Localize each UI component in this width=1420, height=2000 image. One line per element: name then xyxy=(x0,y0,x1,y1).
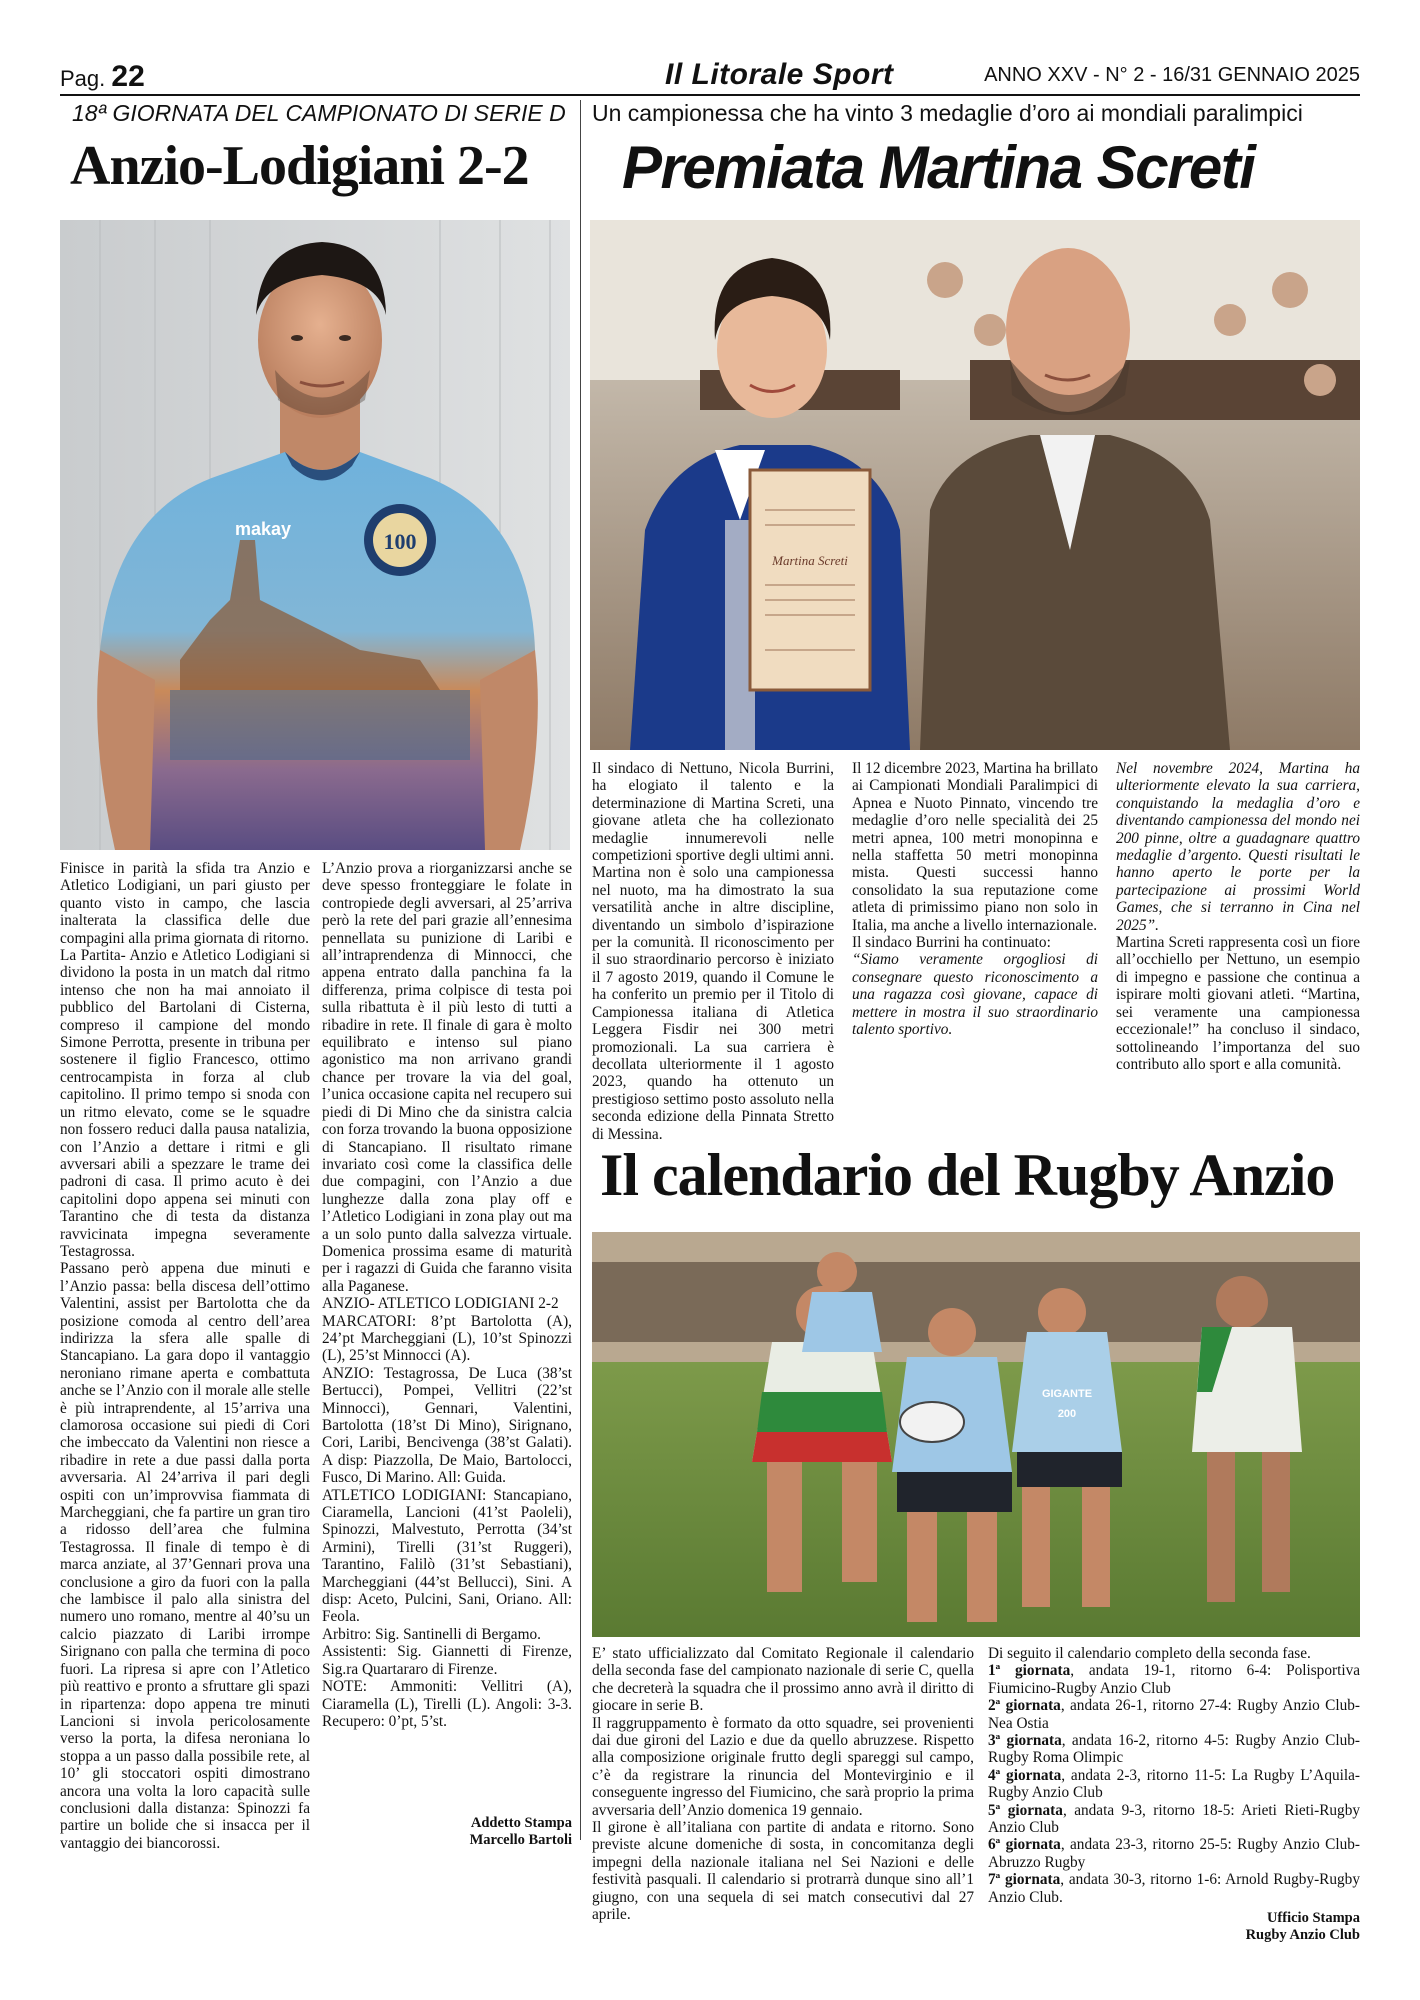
round-label: 7ª giornata xyxy=(988,1871,1061,1889)
round-label: 3ª giornata xyxy=(988,1732,1062,1750)
rugby-photo-illustration xyxy=(592,1232,1360,1637)
mayor-quote-continued: Nel novembre 2024, Martina ha ulteriormente elevato la sua carriera, conquistando la medaglia d’oro e diventando campionessa del mondo nei 200 pinne, oltre a guadagnare quattro medaglie d’argento. Questi risultati le hanno aperto le porte per la partecipazione ai prossimi World Games, che si terranno in Cina nel 2025”. xyxy=(1116,760,1360,934)
match-assistants: Assistenti: Sig. Giannetti di Firenze, Sig.ra Quartararo di Firenze. xyxy=(322,1643,572,1678)
calendar-round xyxy=(988,1662,1360,1697)
award-photo-illustration xyxy=(590,220,1360,750)
round-label: 2ª giornata xyxy=(988,1697,1061,1715)
badge-number: 100 xyxy=(383,529,417,554)
signature-role: Ufficio Stampa xyxy=(1266,1910,1360,1926)
rugby-paragraph: E’ stato ufficializzato dal Comitato Regionale il calendario della seconda fase del campionato nazionale di serie C, quella che decreterà la squadra che il prossimo anno avrà il diritto di giocare in serie B. xyxy=(592,1645,974,1715)
calendar-round xyxy=(988,1802,1360,1837)
calendar-round xyxy=(988,1697,1360,1732)
left-article-column-1 xyxy=(60,860,310,1852)
rugby-paragraph: Il raggruppamento è formato da otto squadre, sei provenienti dai due gironi del Lazio e due da quello abruzzese. Rispetto alla composizione originale frutto degli spareggi sul campo, c’è da registrare la rinuncia del Montevirginio e il conseguente ingresso del Fiumicino, che sarà proprio la prima avversaria dell’Anzio domenica 19 gennaio. xyxy=(592,1714,974,1819)
issue-info: ANNO XXV - N° 2 - 16/31 GENNAIO 2025 xyxy=(984,64,1360,86)
page-number xyxy=(60,60,145,94)
round-text: , andata 23-3, ritorno 25-5: Rugby Anzio Club-Abruzzo Rugby xyxy=(988,1836,1360,1871)
right-article-column-1 xyxy=(592,760,834,1143)
left-headline: Anzio-Lodigiani 2-2 xyxy=(70,135,529,197)
match-lineup-home: ANZIO: Testagrossa, De Luca (38’st Bertucci), Pompei, Vellitri (22’st Minnocci), Gennari, Valentini, Bartolotta (18’st Di Mino), Sirignano, Cori, Laribi, Bencivenga (38’st Galati). A disp: Piazzolla, De Maio, Bartolocci, Fusco, Di Marino. All: Guida. xyxy=(322,1364,572,1487)
round-label: 1ª giornata xyxy=(988,1662,1071,1680)
signature-name: Marcello Bartoli xyxy=(469,1832,572,1848)
rugby-article-column-1 xyxy=(592,1645,974,1924)
left-paragraph: Finisce in parità la sfida tra Anzio e Atletico Lodigiani, un pari giusto per quanto visto in campo, che lascia inalterata la classifica delle due compagini alla prima giornata di ritorno. xyxy=(60,860,310,947)
rugby-article-column-2 xyxy=(988,1645,1360,1906)
match-lineup-away: ATLETICO LODIGIANI: Stancapiano, Ciaramella, Lancioni (41’st Paoleli), Spinozzi, Malvestuto, Perrotta (34’st Armini), Tirelli (31’st Ruggeri), Tarantino, Falilò (31’st Sebastiani), Marcheggiani (44’st Bellucci), Sini. A disp: Aceto, Pulcini, Sani, Oriano. All: Feola. xyxy=(322,1486,572,1626)
match-scorers: MARCATORI: 8’pt Bartolotta (A), 24’pt Marcheggiani (L), 10’st Spinozzi (L), 25’st Minnocci (A). xyxy=(322,1312,572,1365)
right-article-column-2 xyxy=(852,760,1098,1039)
round-text: , andata 26-1, ritorno 27-4: Rugby Anzio Club-Nea Ostia xyxy=(988,1697,1360,1732)
award-photo xyxy=(590,220,1360,750)
match-notes: NOTE: Ammoniti: Vellitri (A), Ciaramella (L), Tirelli (L). Angoli: 3-3. Recupero: 0’pt, 5’st. xyxy=(322,1678,572,1730)
player-photo xyxy=(60,220,570,850)
round-label: 5ª giornata xyxy=(988,1801,1063,1819)
certificate-name: Martina Screti xyxy=(772,553,848,568)
round-text: , andata 2-3, ritorno 11-5: La Rugby L’Aquila-Rugby Anzio Club xyxy=(988,1766,1360,1802)
calendar-round xyxy=(988,1767,1360,1802)
calendar-intro: Di seguito il calendario completo della seconda fase. xyxy=(988,1645,1311,1662)
calendar-round xyxy=(988,1732,1360,1767)
round-label: 6ª giornata xyxy=(988,1836,1061,1854)
player-photo-illustration xyxy=(60,220,570,850)
match-referee: Arbitro: Sig. Santinelli di Bergamo. xyxy=(322,1625,541,1643)
rugby-signature xyxy=(1110,1910,1360,1944)
right-headline: Premiata Martina Screti xyxy=(622,134,1255,201)
round-text: , andata 30-3, ritorno 1-6: Arnold Rugby-Rugby Anzio Club. xyxy=(988,1871,1360,1906)
right-article-column-3 xyxy=(1116,760,1360,1073)
left-paragraph: L’Anzio prova a riorganizzarsi anche se deve spesso fronteggiare le folate in contropiede degli avversari, al 25’arriva però la rete del pari grazie all’ennesima pennellata su punizione di Laribi e all’intraprendenza di Minnocci, che appena entrato dalla panchina fa la differenza, prima colpisce di testa poi sulla ribattuta è il più lesto di tutti a ribadire in rete. Il finale di gara è molto equilibrato e intenso sul piano agonistico ma non arrivano grandi chance per trovare la via del goal, l’unica occasione capita nel recupero sui piedi di Di Mino che da sinistra calcia con forza trovando la buona opposizione di Stancapiano. Il risultato rimane invariato così come la classifica delle due compagini, con l’Anzio a due lunghezze dalla zona play off e l’Atletico Lodigiani in zona play out ma a un solo punto dalla salvezza virtuale. Domenica prossima esame di maturità per i ragazzi di Guida che faranno visita alla Paganese. xyxy=(322,860,572,1295)
rugby-paragraph: Il girone è all’italiana con partite di andata e ritorno. Sono previste alcune domeniche di sosta, in concomitanza degli impegni della nazionale italiana nel Sei Nazioni e delle festività pasquali. Il calendario si protrarrà dunque sino all’1 giugno, con una sequela di sei match consecutivi dal 27 aprile. xyxy=(592,1819,974,1924)
page-header xyxy=(60,58,1360,96)
column-divider xyxy=(580,100,581,1840)
left-paragraph: Passano però appena due minuti e l’Anzio passa: bella discesa dell’ottimo Valentini, assist per Bartolotta che da posizione comoda al centro dell’area indirizza la sfera alle spalle di Stancapiano. La gara dopo il vantaggio neroniano rimane aperta e combattuta anche se l’Anzio con il morale alle stelle è più intraprendente, al 15’arriva una clamorosa occasione sui piedi di Cori che imbeccato da Valentini non riesce a ribadire in rete a due passi dalla porta avversaria. Al 24’arriva il pari degli ospiti con un’improvvisa fiammata di Marcheggiani, che fa partire un gran tiro a ridosso dell’area che fulmina Testagrossa. Il finale di tempo è di marca anziate, al 37’Gennari prova una conclusione a giro da fuori con la palla che lambisce il palo alla sinistra del numero uno romano, mentre al 40’su un calcio piazzato di Laribi irrompe Sirignano con palla che termina di poco fuori. La ripresa si apre con l’Atletico più reattivo e pronto a sfruttare gli spazi in ripartenza: dopo appena tre minuti Lancioni si invola pericolosamente verso la porta, la difesa neroniana lo stoppa a un passo dalla possibile rete, al 10’ gli stoccatori ospiti dimostrano ancora una volta la loro capacità sulle conclusioni dalla distanza: Spinozzi fa partire un bolide che si insacca per il vantaggio dei biancorossi. xyxy=(60,1260,310,1852)
jersey-brand: makay xyxy=(235,519,292,539)
signature-name: Rugby Anzio Club xyxy=(1245,1927,1360,1943)
right-kicker: Un campionessa che ha vinto 3 medaglie d’oro ai mondiali paralimpici xyxy=(592,100,1303,126)
left-signature xyxy=(322,1815,572,1849)
signature-role: Addetto Stampa xyxy=(470,1815,572,1831)
round-text: , andata 16-2, ritorno 4-5: Rugby Anzio Club-Rugby Roma Olimpic xyxy=(988,1732,1360,1767)
right-paragraph: Martina Screti rappresenta così un fiore all’occhiello per Nettuno, un esempio di impegno e passione che continua a ispirare molti giovani atleti. “Martina, sei veramente una campionessa eccezionale!” ha concluso il sindaco, sottolineando l’importanza del suo contributo allo sport e alla comunità. xyxy=(1116,934,1360,1073)
right-paragraph: Il sindaco Burrini ha continuato: xyxy=(852,934,1051,952)
calendar-round xyxy=(988,1871,1360,1906)
round-text: , andata 19-1, ritorno 6-4: Polisportiva Fiumicino-Rugby Anzio Club xyxy=(988,1662,1361,1697)
left-paragraph: La Partita- Anzio e Atletico Lodigiani si dividono la posta in un match dal ritmo intenso che non ha mai annoiato il pubblico del Bartolani di Cisterna, compreso il campione del mondo Simone Perrotta, presente in tribuna per sostenere il figlio Francesco, ottimo centrocampista in forza al club capitolino. Il primo tempo si snoda con un ritmo elevato, come se le squadre non fossero reduci dalla pausa natalizia, con l’Anzio a dettare i ritmi e gli avversari abili a spezzare le trame dei padroni di casa. Il primo acuto è dei capitolini dopo appena sei minuti con Tarantino che di testa da distanza ravvicinata impegna severamente Testagrossa. xyxy=(60,947,310,1260)
page-number-value: 22 xyxy=(111,60,145,93)
calendar-round xyxy=(988,1836,1360,1871)
round-label: 4ª giornata xyxy=(988,1766,1062,1784)
rugby-shirt-sponsor: GIGANTE xyxy=(1041,1388,1093,1400)
rugby-shirt-number: 200 xyxy=(1057,1408,1077,1420)
left-article-column-2 xyxy=(322,860,572,1730)
match-title: ANZIO- ATLETICO LODIGIANI 2-2 xyxy=(322,1295,559,1313)
page-label: Pag. xyxy=(60,66,106,91)
rugby-headline: Il calendario del Rugby Anzio xyxy=(600,1142,1335,1208)
newspaper-logo: Il Litorale Sport xyxy=(665,58,894,91)
round-text: , andata 9-3, ritorno 18-5: Arieti Rieti-Rugby Anzio Club xyxy=(988,1801,1361,1837)
right-paragraph: Il sindaco di Nettuno, Nicola Burrini, ha elogiato il talento e la determinazione di Martina Screti, una giovane atleta che ha collezionato medaglie innumerevoli nelle competizioni sportive degli ultimi anni. Martina non è solo una campionessa nel nuoto, ma ha dimostrato la sua versatilità anche in altre discipline, diventando un simbolo d’ispirazione per la comunità. Il riconoscimento per il suo straordinario percorso è iniziato il 7 agosto 2019, quando il Comune le ha conferito un premio per il Titolo di Campionessa italiana di Atletica Leggera Fisdir nei 300 metri promozionali. La sua carriera è decollata ulteriormente il 1 agosto 2023, quando ha ottenuto un prestigioso settimo posto assoluto nella seconda edizione della Pinnata Stretto di Messina. xyxy=(592,760,834,1143)
mayor-quote: “Siamo veramente orgogliosi di consegnare questo riconoscimento a una ragazza così giovane, capace di mettere in mostra il suo straordinario talento sportivo. xyxy=(852,951,1098,1039)
left-kicker: 18ª GIORNATA DEL CAMPIONATO DI SERIE D xyxy=(72,100,566,126)
rugby-photo xyxy=(592,1232,1360,1637)
right-paragraph: Il 12 dicembre 2023, Martina ha brillato ai Campionati Mondiali Paralimpici di Apnea e Nuoto Pinnato, vincendo tre medaglie d’oro nelle specialità dei 25 metri apnea, 100 metri monopinna e nella staffetta 50 metri monopinna mista. Questi successi hanno consolidato la sua reputazione come atleta di primissimo piano non solo in Italia, ma anche a livello internazionale. xyxy=(852,760,1098,934)
